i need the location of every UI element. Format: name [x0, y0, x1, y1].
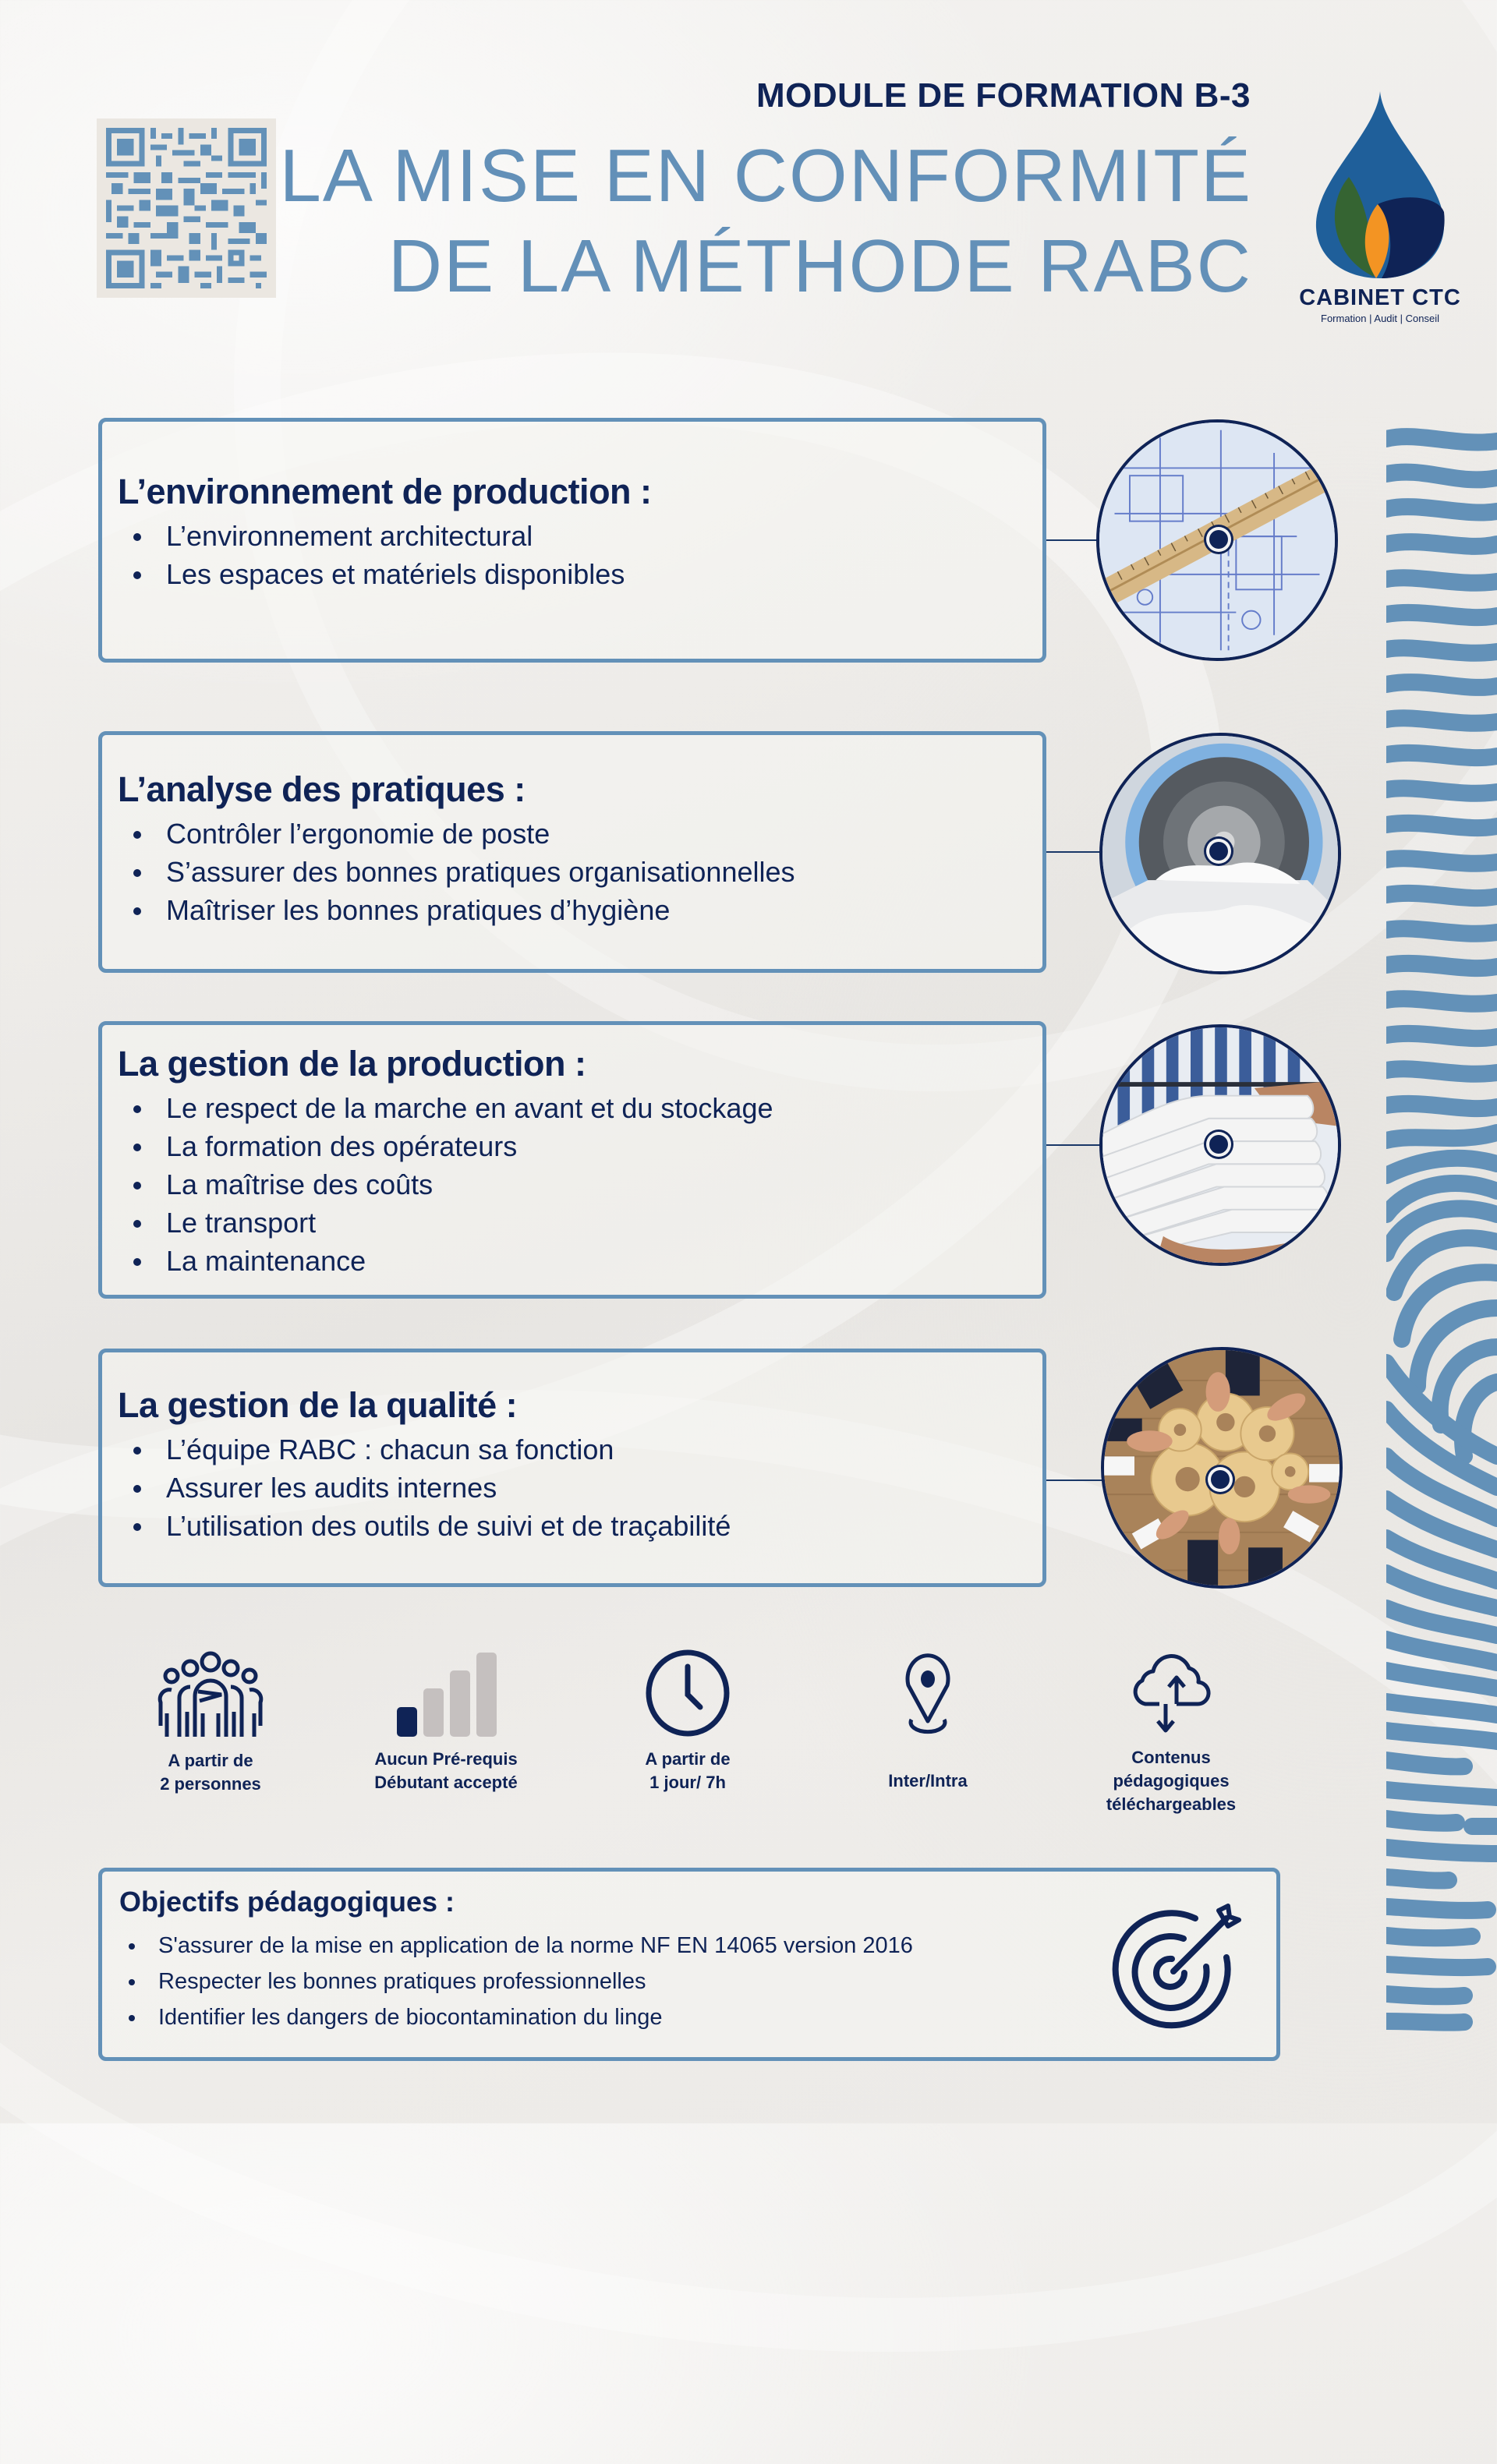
- section-list: [118, 1430, 1027, 1545]
- list-item: Respecter les bonnes pratiques professionnelles: [119, 1964, 1259, 1999]
- section-card-production-environment: [98, 418, 1046, 663]
- list-item: S'assurer de la mise en application de la norme NF EN 14065 version 2016: [119, 1928, 1259, 1964]
- connector-pin: [1209, 530, 1228, 549]
- photo-team-gears: [1101, 1347, 1343, 1589]
- section-list: [118, 1089, 1027, 1280]
- feature-label: Aucun Pré-requis Débutant accepté: [374, 1749, 518, 1792]
- qr-code-icon: [106, 128, 267, 288]
- location-pin-icon: [901, 1653, 955, 1738]
- clock-icon: [644, 1649, 731, 1737]
- module-label: MODULE DE FORMATION B-3: [756, 76, 1251, 115]
- feature-group-size: [117, 1651, 304, 1796]
- feature-prerequisites: [352, 1651, 540, 1794]
- list-item: La maintenance: [118, 1242, 1027, 1280]
- list-item: Le transport: [118, 1204, 1027, 1242]
- feature-label: Contenus pédagogiques téléchargeables: [1106, 1748, 1237, 1814]
- list-item: Assurer les audits internes: [118, 1469, 1027, 1507]
- section-title: L’analyse des pratiques :: [118, 769, 526, 809]
- objectives-card: [98, 1868, 1280, 2061]
- section-title: La gestion de la qualité :: [118, 1385, 518, 1425]
- list-item: S’assurer des bonnes pratiques organisationnelles: [118, 853, 1027, 891]
- page-title: [280, 131, 1252, 312]
- water-drop-leaf-icon: [1310, 87, 1450, 282]
- qr-code[interactable]: [97, 118, 276, 298]
- section-list: [118, 815, 1027, 929]
- level-bars-icon: [395, 1651, 497, 1737]
- cloud-transfer-icon: [1128, 1649, 1214, 1735]
- objectives-list: [119, 1928, 1259, 2035]
- logo-tagline: Formation | Audit | Conseil: [1321, 313, 1439, 324]
- feature-duration: [594, 1649, 781, 1794]
- feature-label: Inter/Intra: [888, 1771, 968, 1791]
- feature-label: A partir de 2 personnes: [160, 1751, 261, 1794]
- title-line-2: DE LA MÉTHODE RABC: [388, 224, 1252, 308]
- connector-pin: [1209, 842, 1228, 861]
- list-item: L’utilisation des outils de suivi et de traçabilité: [118, 1507, 1027, 1545]
- team-gears-image: [1104, 1350, 1340, 1586]
- list-item: Maîtriser les bonnes pratiques d’hygiène: [118, 891, 1027, 929]
- title-line-1: LA MISE EN CONFORMITÉ: [279, 134, 1252, 217]
- list-item: Les espaces et matériels disponibles: [118, 555, 1027, 593]
- logo-brand: CABINET CTC: [1299, 285, 1461, 310]
- group-icon: [154, 1651, 267, 1738]
- connector-pin: [1211, 1470, 1230, 1489]
- section-title: La gestion de la production :: [118, 1044, 586, 1084]
- objectives-title: Objectifs pédagogiques :: [119, 1886, 455, 1918]
- section-card-quality-management: [98, 1349, 1046, 1587]
- list-item: L’équipe RABC : chacun sa fonction: [118, 1430, 1027, 1469]
- cabinet-ctc-logo: [1294, 87, 1466, 329]
- section-title: L’environnement de production :: [118, 472, 652, 511]
- section-card-practices-analysis: [98, 731, 1046, 973]
- list-item: Contrôler l’ergonomie de poste: [118, 815, 1027, 853]
- feature-downloadable-content: [1078, 1649, 1265, 1816]
- connector-pin: [1209, 1135, 1228, 1154]
- fingerprint-decoration-icon: [1386, 427, 1497, 2033]
- target-arrow-icon: [1109, 1903, 1242, 2035]
- list-item: L’environnement architectural: [118, 517, 1027, 555]
- list-item: Identifier les dangers de biocontamination du linge: [119, 1999, 1259, 2035]
- list-item: La maîtrise des coûts: [118, 1165, 1027, 1204]
- feature-inter-intra: [834, 1653, 1021, 1793]
- list-item: La formation des opérateurs: [118, 1127, 1027, 1165]
- section-card-production-management: [98, 1021, 1046, 1299]
- list-item: Le respect de la marche en avant et du stockage: [118, 1089, 1027, 1127]
- feature-label: A partir de 1 jour/ 7h: [645, 1749, 731, 1792]
- section-list: [118, 517, 1027, 593]
